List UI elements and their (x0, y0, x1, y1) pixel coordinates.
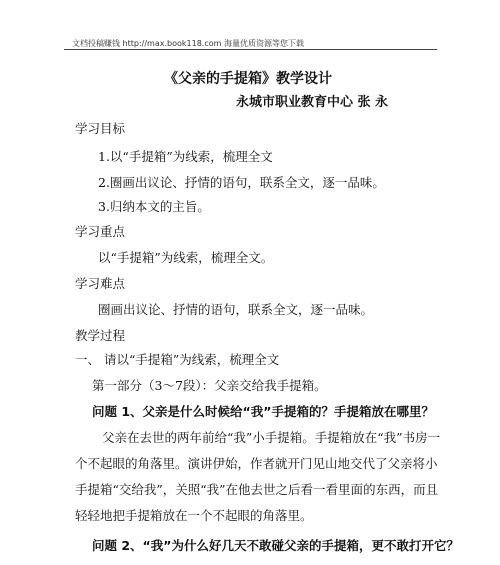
process-step-1: 一、 请以“手提箱”为线索，梳理全文 (75, 352, 280, 367)
section-heading-process: 教学过程 (75, 328, 126, 343)
section-heading-focus: 学习重点 (75, 224, 126, 239)
goal-item-3: 3.归纳本文的主旨。 (98, 199, 210, 214)
difficulty-text: 圈画出议论、抒情的语句，联系全文，逐一品味。 (98, 302, 374, 317)
answer-1-line-3: 手提箱“交给我”，关照“我”在他去世之后看一看里面的东西，而且 (75, 482, 439, 497)
section-heading-goals: 学习目标 (75, 121, 126, 136)
answer-1-line-4: 轻轻地把手提箱放在一个不起眼的角落里。 (75, 508, 313, 523)
part-one-summary: 第一部分（3～7段）：父亲交给我手提箱。 (92, 378, 327, 393)
section-heading-difficulty: 学习难点 (75, 276, 126, 291)
header-rule (64, 49, 437, 50)
goal-item-1: 1.以“手提箱”为线索，梳理全文 (98, 149, 273, 164)
document-author: 永城市职业教育中心 张 永 (236, 95, 389, 110)
answer-1-line-2: 个不起眼的角落里。演讲伊始，作者就开门见山地交代了父亲将小 (75, 456, 438, 471)
page-header-text: 文档投稿赚钱 http://max.book118.com 海量优质资源等您下载 (72, 39, 304, 48)
goal-item-2: 2.圈画出议论、抒情的语句，联系全文，逐一品味。 (98, 175, 385, 190)
question-1: 问题 1、父亲是什么时候给“我”手提箱的？手提箱放在哪里？ (92, 404, 434, 419)
answer-1-line-1: 父亲在去世的两年前给“我”小手提箱。手提箱放在“我”书房一 (102, 430, 441, 445)
question-2: 问题 2、“我”为什么好几天不敢碰父亲的手提箱，更不敢打开它？ (92, 538, 459, 553)
focus-text: 以“手提箱”为线索，梳理全文。 (98, 250, 274, 265)
document-title: 《父亲的手提箱》教学设计 (164, 71, 332, 87)
